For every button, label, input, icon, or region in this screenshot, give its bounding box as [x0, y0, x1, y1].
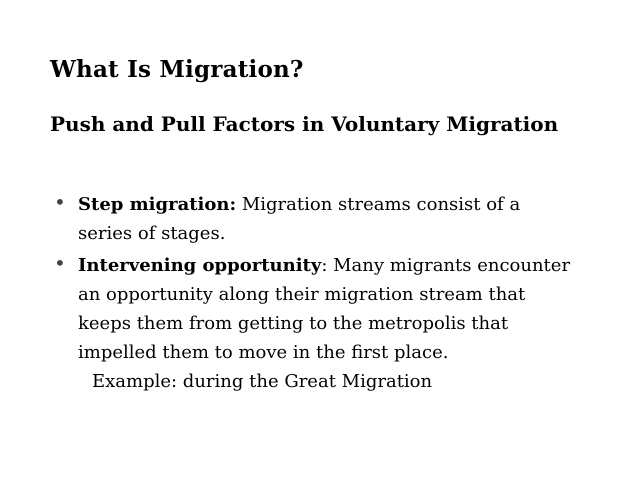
bullet-term: Intervening opportunity — [78, 255, 322, 276]
bullet-dot-icon: • — [54, 251, 66, 275]
bullet-term: Step migration: — [78, 194, 237, 215]
bullet-intervening-opportunity — [52, 251, 572, 396]
bullet-step-migration — [52, 190, 572, 248]
bullet-dot-icon: • — [54, 190, 66, 214]
slide-subtitle: Push and Pull Factors in Voluntary Migration — [50, 112, 559, 136]
bullet-list — [52, 190, 572, 399]
bullet-text: : Many migrants encounter an opportunity along their migration stream that keeps them from getting to the metropolis that impelled them to move in the first place. — [78, 255, 571, 363]
bullet-example: Example: during the Great Migration — [92, 371, 433, 392]
slide-title: What Is Migration? — [50, 56, 304, 83]
bullet-text: Migration streams consist of a series of stages. — [78, 194, 521, 244]
